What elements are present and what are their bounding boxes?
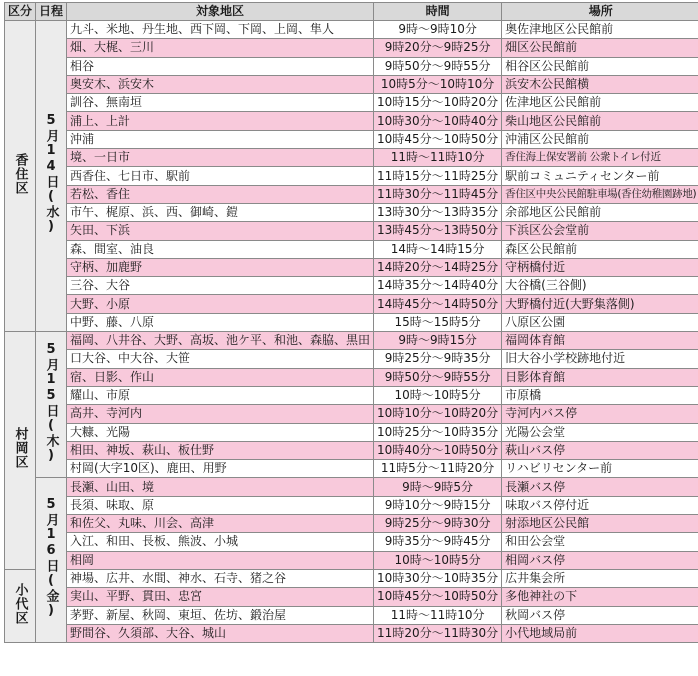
area-cell: 長須、味取、原 (67, 496, 374, 514)
time-cell: 10時〜10時5分 (374, 386, 502, 404)
time-cell: 10時40分〜10時50分 (374, 441, 502, 459)
district-cell (5, 569, 36, 642)
table-row (5, 588, 698, 606)
area-cell: 宿、日影、作山 (67, 368, 374, 386)
place-cell: 市原橋 (502, 386, 698, 404)
time-cell: 10時25分〜10時35分 (374, 423, 502, 441)
place-cell: 相岡バス停 (502, 551, 698, 569)
area-cell: 西香住、七日市、駅前 (67, 167, 374, 185)
district-cell (5, 21, 36, 332)
district-label: 村岡区 (12, 427, 28, 470)
table-row (5, 94, 698, 112)
table-row (5, 277, 698, 295)
table-row (5, 130, 698, 148)
district-label: 香住区 (12, 153, 28, 196)
date-label: 5月16日(金) (43, 497, 59, 620)
time-cell: 11時5分〜11時20分 (374, 460, 502, 478)
table-row (5, 149, 698, 167)
place-cell: 射添地区公民館 (502, 515, 698, 533)
table-row (5, 313, 698, 331)
table-row (5, 57, 698, 75)
table-row (5, 332, 698, 350)
time-cell: 11時〜11時10分 (374, 606, 502, 624)
table-row (5, 240, 698, 258)
place-cell: 旧大谷小学校跡地付近 (502, 350, 698, 368)
area-cell: 相谷 (67, 57, 374, 75)
area-cell: 訓谷、無南垣 (67, 94, 374, 112)
table-row (5, 569, 698, 587)
place-cell: 萩山バス停 (502, 441, 698, 459)
area-cell: 村岡(大字10区)、鹿田、用野 (67, 460, 374, 478)
table-row (5, 478, 698, 496)
area-cell: 野間谷、久須部、大谷、城山 (67, 624, 374, 642)
time-cell: 9時10分〜9時15分 (374, 496, 502, 514)
place-cell: 福岡体育館 (502, 332, 698, 350)
table-row (5, 423, 698, 441)
time-cell: 14時35分〜14時40分 (374, 277, 502, 295)
schedule-table (4, 2, 698, 643)
time-cell: 13時30分〜13時35分 (374, 203, 502, 221)
area-cell: 九斗、米地、丹生地、西下岡、下岡、上岡、隼人 (67, 21, 374, 39)
table-row (5, 533, 698, 551)
area-cell: 若松、香住 (67, 185, 374, 203)
time-cell: 9時50分〜9時55分 (374, 57, 502, 75)
table-row (5, 386, 698, 404)
table-row (5, 551, 698, 569)
area-cell: 市午、梶原、浜、西、御崎、鎧 (67, 203, 374, 221)
time-cell: 9時25分〜9時30分 (374, 515, 502, 533)
area-cell: 大糠、光陽 (67, 423, 374, 441)
area-cell: 実山、平野、貫田、忠宮 (67, 588, 374, 606)
table-row (5, 75, 698, 93)
time-cell: 10時〜10時5分 (374, 551, 502, 569)
schedule-body (5, 21, 698, 643)
area-cell: 奥安木、浜安木 (67, 75, 374, 93)
time-cell: 10時30分〜10時35分 (374, 569, 502, 587)
place-cell: 光陽公会堂 (502, 423, 698, 441)
place-cell: 佐津地区公民館前 (502, 94, 698, 112)
area-cell: 口大谷、中大谷、大笹 (67, 350, 374, 368)
time-cell: 11時20分〜11時30分 (374, 624, 502, 642)
date-label: 5月14日(水) (43, 113, 59, 236)
place-cell: 相谷区公民館前 (502, 57, 698, 75)
time-cell: 14時〜14時15分 (374, 240, 502, 258)
time-cell: 15時〜15時5分 (374, 313, 502, 331)
area-cell: 大野、小原 (67, 295, 374, 313)
table-row (5, 441, 698, 459)
header-area: 対象地区 (67, 3, 374, 21)
place-cell: 余部地区公民館前 (502, 203, 698, 221)
area-cell: 長瀬、山田、境 (67, 478, 374, 496)
time-cell: 9時50分〜9時55分 (374, 368, 502, 386)
date-cell (36, 332, 67, 478)
time-cell: 10時15分〜10時20分 (374, 94, 502, 112)
table-row (5, 39, 698, 57)
area-cell: 神場、広井、水間、神水、石寺、猪之谷 (67, 569, 374, 587)
place-cell: リハビリセンター前 (502, 460, 698, 478)
place-cell: 秋岡バス停 (502, 606, 698, 624)
place-cell: 長瀬バス停 (502, 478, 698, 496)
table-row (5, 258, 698, 276)
time-cell: 10時45分〜10時50分 (374, 588, 502, 606)
time-cell: 9時〜9時10分 (374, 21, 502, 39)
time-cell: 11時〜11時10分 (374, 149, 502, 167)
area-cell: 境、一日市 (67, 149, 374, 167)
area-cell: 福岡、八井谷、大野、高坂、池ケ平、和池、森脇、黒田 (67, 332, 374, 350)
place-cell: 下浜区公会堂前 (502, 222, 698, 240)
place-cell: 守柄橋付近 (502, 258, 698, 276)
area-cell: 和佐父、丸味、川会、高津 (67, 515, 374, 533)
place-cell: 沖浦区公民館前 (502, 130, 698, 148)
header-date: 日程 (36, 3, 67, 21)
area-cell: 沖浦 (67, 130, 374, 148)
time-cell: 10時45分〜10時50分 (374, 130, 502, 148)
table-row (5, 203, 698, 221)
table-row (5, 185, 698, 203)
place-cell: 大谷橋(三谷側) (502, 277, 698, 295)
area-cell: 相田、神坂、萩山、板仕野 (67, 441, 374, 459)
place-cell: 日影体育館 (502, 368, 698, 386)
date-cell (36, 21, 67, 332)
area-cell: 森、間室、油良 (67, 240, 374, 258)
date-cell (36, 478, 67, 643)
place-cell: 寺河内バス停 (502, 405, 698, 423)
time-cell: 10時30分〜10時40分 (374, 112, 502, 130)
place-cell: 森区公民館前 (502, 240, 698, 258)
time-cell: 14時45分〜14時50分 (374, 295, 502, 313)
place-cell: 香住区中央公民館駐車場(香住幼稚園跡地) (502, 185, 698, 203)
time-cell: 14時20分〜14時25分 (374, 258, 502, 276)
time-cell: 11時15分〜11時25分 (374, 167, 502, 185)
table-row (5, 515, 698, 533)
place-cell: 駅前コミュニティセンター前 (502, 167, 698, 185)
table-row (5, 295, 698, 313)
place-cell: 八原区公園 (502, 313, 698, 331)
time-cell: 9時〜9時15分 (374, 332, 502, 350)
time-cell: 9時〜9時5分 (374, 478, 502, 496)
district-cell (5, 332, 36, 570)
header-row (5, 3, 698, 21)
place-cell: 畑区公民館前 (502, 39, 698, 57)
header-place: 場所 (502, 3, 698, 21)
place-cell: 大野橋付近(大野集落側) (502, 295, 698, 313)
place-cell: 和田公会堂 (502, 533, 698, 551)
place-cell: 広井集会所 (502, 569, 698, 587)
area-cell: 守柄、加鹿野 (67, 258, 374, 276)
place-cell: 多他神社の下 (502, 588, 698, 606)
place-cell: 奥佐津地区公民館前 (502, 21, 698, 39)
time-cell: 9時25分〜9時35分 (374, 350, 502, 368)
area-cell: 入江、和田、長板、熊波、小城 (67, 533, 374, 551)
place-cell: 浜安木公民館横 (502, 75, 698, 93)
place-cell: 小代地域局前 (502, 624, 698, 642)
time-cell: 9時20分〜9時25分 (374, 39, 502, 57)
time-cell: 10時10分〜10時20分 (374, 405, 502, 423)
place-cell: 柴山地区公民館前 (502, 112, 698, 130)
date-label: 5月15日(木) (43, 341, 59, 464)
area-cell: 矢田、下浜 (67, 222, 374, 240)
table-row (5, 350, 698, 368)
time-cell: 10時5分〜10時10分 (374, 75, 502, 93)
header-district: 区分 (5, 3, 36, 21)
area-cell: 中野、藤、八原 (67, 313, 374, 331)
area-cell: 浦上、上計 (67, 112, 374, 130)
table-row (5, 405, 698, 423)
area-cell: 高井、寺河内 (67, 405, 374, 423)
area-cell: 茅野、新屋、秋岡、東垣、佐坊、鍛治屋 (67, 606, 374, 624)
district-label: 小代区 (12, 583, 28, 625)
table-row (5, 606, 698, 624)
table-row (5, 112, 698, 130)
area-cell: 相岡 (67, 551, 374, 569)
table-row (5, 167, 698, 185)
area-cell: 耀山、市原 (67, 386, 374, 404)
place-cell: 香住海上保安署前 公衆トイレ付近 (502, 149, 698, 167)
time-cell: 11時30分〜11時45分 (374, 185, 502, 203)
table-row (5, 222, 698, 240)
header-time: 時間 (374, 3, 502, 21)
table-row (5, 21, 698, 39)
time-cell: 13時45分〜13時50分 (374, 222, 502, 240)
place-cell: 味取バス停付近 (502, 496, 698, 514)
time-cell: 9時35分〜9時45分 (374, 533, 502, 551)
table-row (5, 368, 698, 386)
table-row (5, 496, 698, 514)
area-cell: 畑、大梶、三川 (67, 39, 374, 57)
table-row (5, 624, 698, 642)
area-cell: 三谷、大谷 (67, 277, 374, 295)
table-row (5, 460, 698, 478)
